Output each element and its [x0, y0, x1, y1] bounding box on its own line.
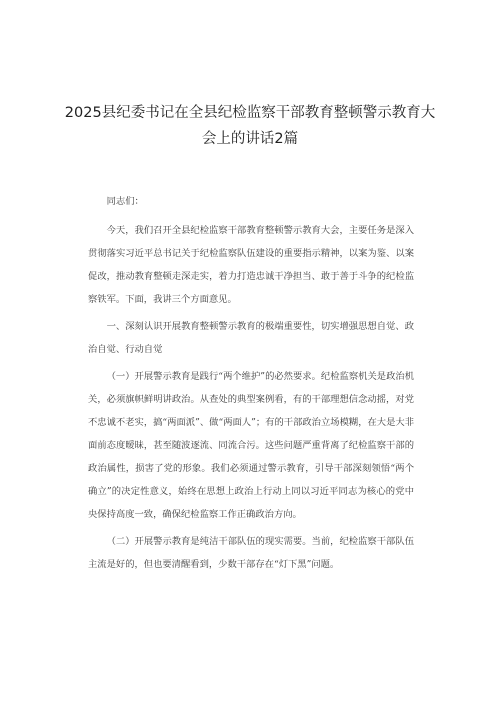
section-heading-1: 一、深刻认识开展教育整顿警示教育的极端重要性，切实增强思想自觉、政治自觉、行动自觉: [88, 321, 414, 355]
paragraph-sub-1: （一）开展警示教育是践行“两个维护”的必然要求。纪检监察机关是政治机关，必须旗帜鲜明讲政治。从查处的典型案例看，有的干部理想信念动摇，对党不忠诚不老实，搞“两面派”、做“两面人”；有的干部政治立场模糊，在大是大非面前态度暧昧，甚至随波逐流、同流合污。这些问题严重背离了纪检监察干部的政治属性，损害了党的形象。我们必须通过警示教育，引导干部深刻领悟“两个确立”的决定性意义，始终在思想上政治上行动上同以习近平同志为核心的党中央保持高度一致，确保纪检监察工作正确政治方向。: [88, 371, 414, 520]
paragraph-sub-2: （二）开展警示教育是纯洁干部队伍的现实需要。当前，纪检监察干部队伍主流是好的，但也要清醒看到，少数干部存在“灯下黑”问题。: [88, 536, 414, 570]
document-body: [88, 190, 414, 576]
document-title: 2025县纪委书记在全县纪检监察干部教育整顿警示教育大会上的讲话2篇: [64, 105, 436, 147]
greeting: 同志们：: [106, 196, 144, 207]
paragraph-intro: 今天，我们召开全县纪检监察干部教育整顿警示教育大会，主要任务是深入贯彻落实习近平总书记关于纪检监察队伍建设的重要指示精神，以案为鉴、以案促改，推动教育整顿走深走实，着力打造忠诚干净担当、敢于善于斗争的纪检监察铁军。下面，我讲三个方面意见。: [88, 225, 414, 305]
